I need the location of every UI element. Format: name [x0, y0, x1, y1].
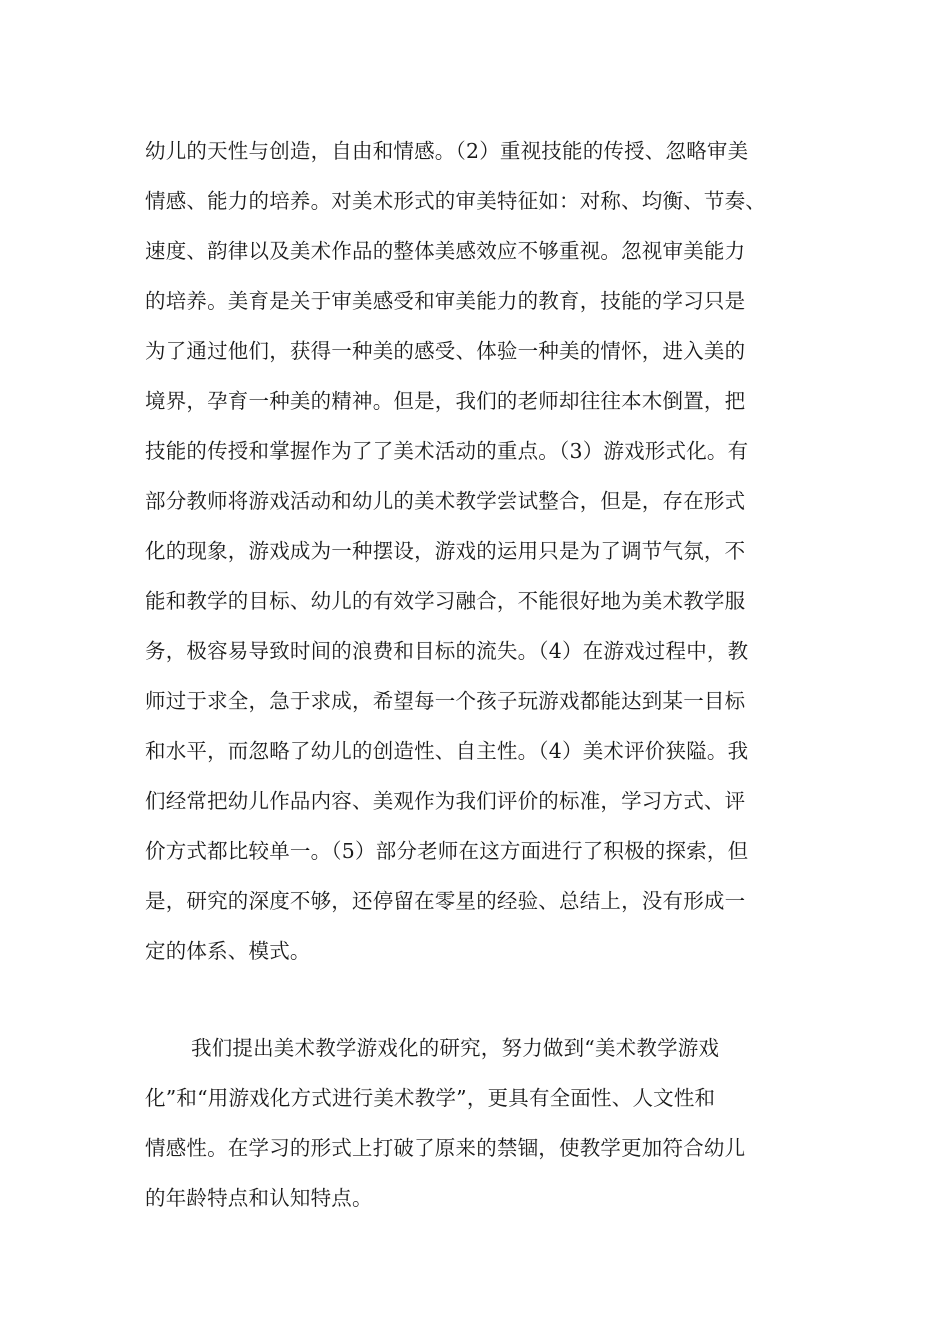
paragraph-line: 我们提出美术教学游戏化的研究，努力做到“美术教学游戏 — [191, 1036, 720, 1060]
paragraph-line: 幼儿的天性与创造，自由和情感。（2）重视技能的传授、忽略审美 — [145, 139, 749, 163]
paragraph-line: 部分教师将游戏活动和幼儿的美术教学尝试整合，但是，存在形式 — [145, 489, 746, 513]
paragraph-line: 师过于求全，急于求成，希望每一个孩子玩游戏都能达到某一目标 — [145, 689, 746, 713]
paragraph-line: 化的现象，游戏成为一种摆设，游戏的运用只是为了调节气氛，不 — [145, 539, 746, 563]
paragraph-line: 们经常把幼儿作品内容、美观作为我们评价的标准，学习方式、评 — [145, 789, 746, 813]
paragraph-line: 的年龄特点和认知特点。 — [145, 1186, 373, 1210]
paragraph-line: 是，研究的深度不够，还停留在零星的经验、总结上，没有形成一 — [145, 889, 746, 913]
paragraph-line: 务，极容易导致时间的浪费和目标的流失。（4）在游戏过程中，教 — [145, 639, 749, 663]
paragraph-line: 定的体系、模式。 — [145, 939, 311, 963]
paragraph-line: 境界，孕育一种美的精神。但是，我们的老师却往往本木倒置，把 — [145, 389, 746, 413]
paragraph-line: 化”和“用游戏化方式进行美术教学”，更具有全面性、人文性和 — [145, 1086, 716, 1110]
paragraph-line: 情感、能力的培养。对美术形式的审美特征如：对称、均衡、节奏、 — [145, 189, 766, 213]
paragraph-line: 价方式都比较单一。（5）部分老师在这方面进行了积极的探索，但 — [145, 839, 749, 863]
paragraph-line: 的培养。美育是关于审美感受和审美能力的教育，技能的学习只是 — [145, 289, 746, 313]
paragraph-line: 技能的传授和掌握作为了了美术活动的重点。（3）游戏形式化。有 — [145, 439, 749, 463]
paragraph-line: 能和教学的目标、幼儿的有效学习融合，不能很好地为美术教学服 — [145, 589, 746, 613]
paragraph-line: 情感性。在学习的形式上打破了原来的禁锢，使教学更加符合幼儿 — [145, 1136, 746, 1160]
paragraph-line: 速度、韵律以及美术作品的整体美感效应不够重视。忽视审美能力 — [145, 239, 746, 263]
paragraph-line: 为了通过他们，获得一种美的感受、体验一种美的情怀，进入美的 — [145, 339, 746, 363]
paragraph-line: 和水平，而忽略了幼儿的创造性、自主性。（4）美术评价狭隘。我 — [145, 739, 749, 763]
